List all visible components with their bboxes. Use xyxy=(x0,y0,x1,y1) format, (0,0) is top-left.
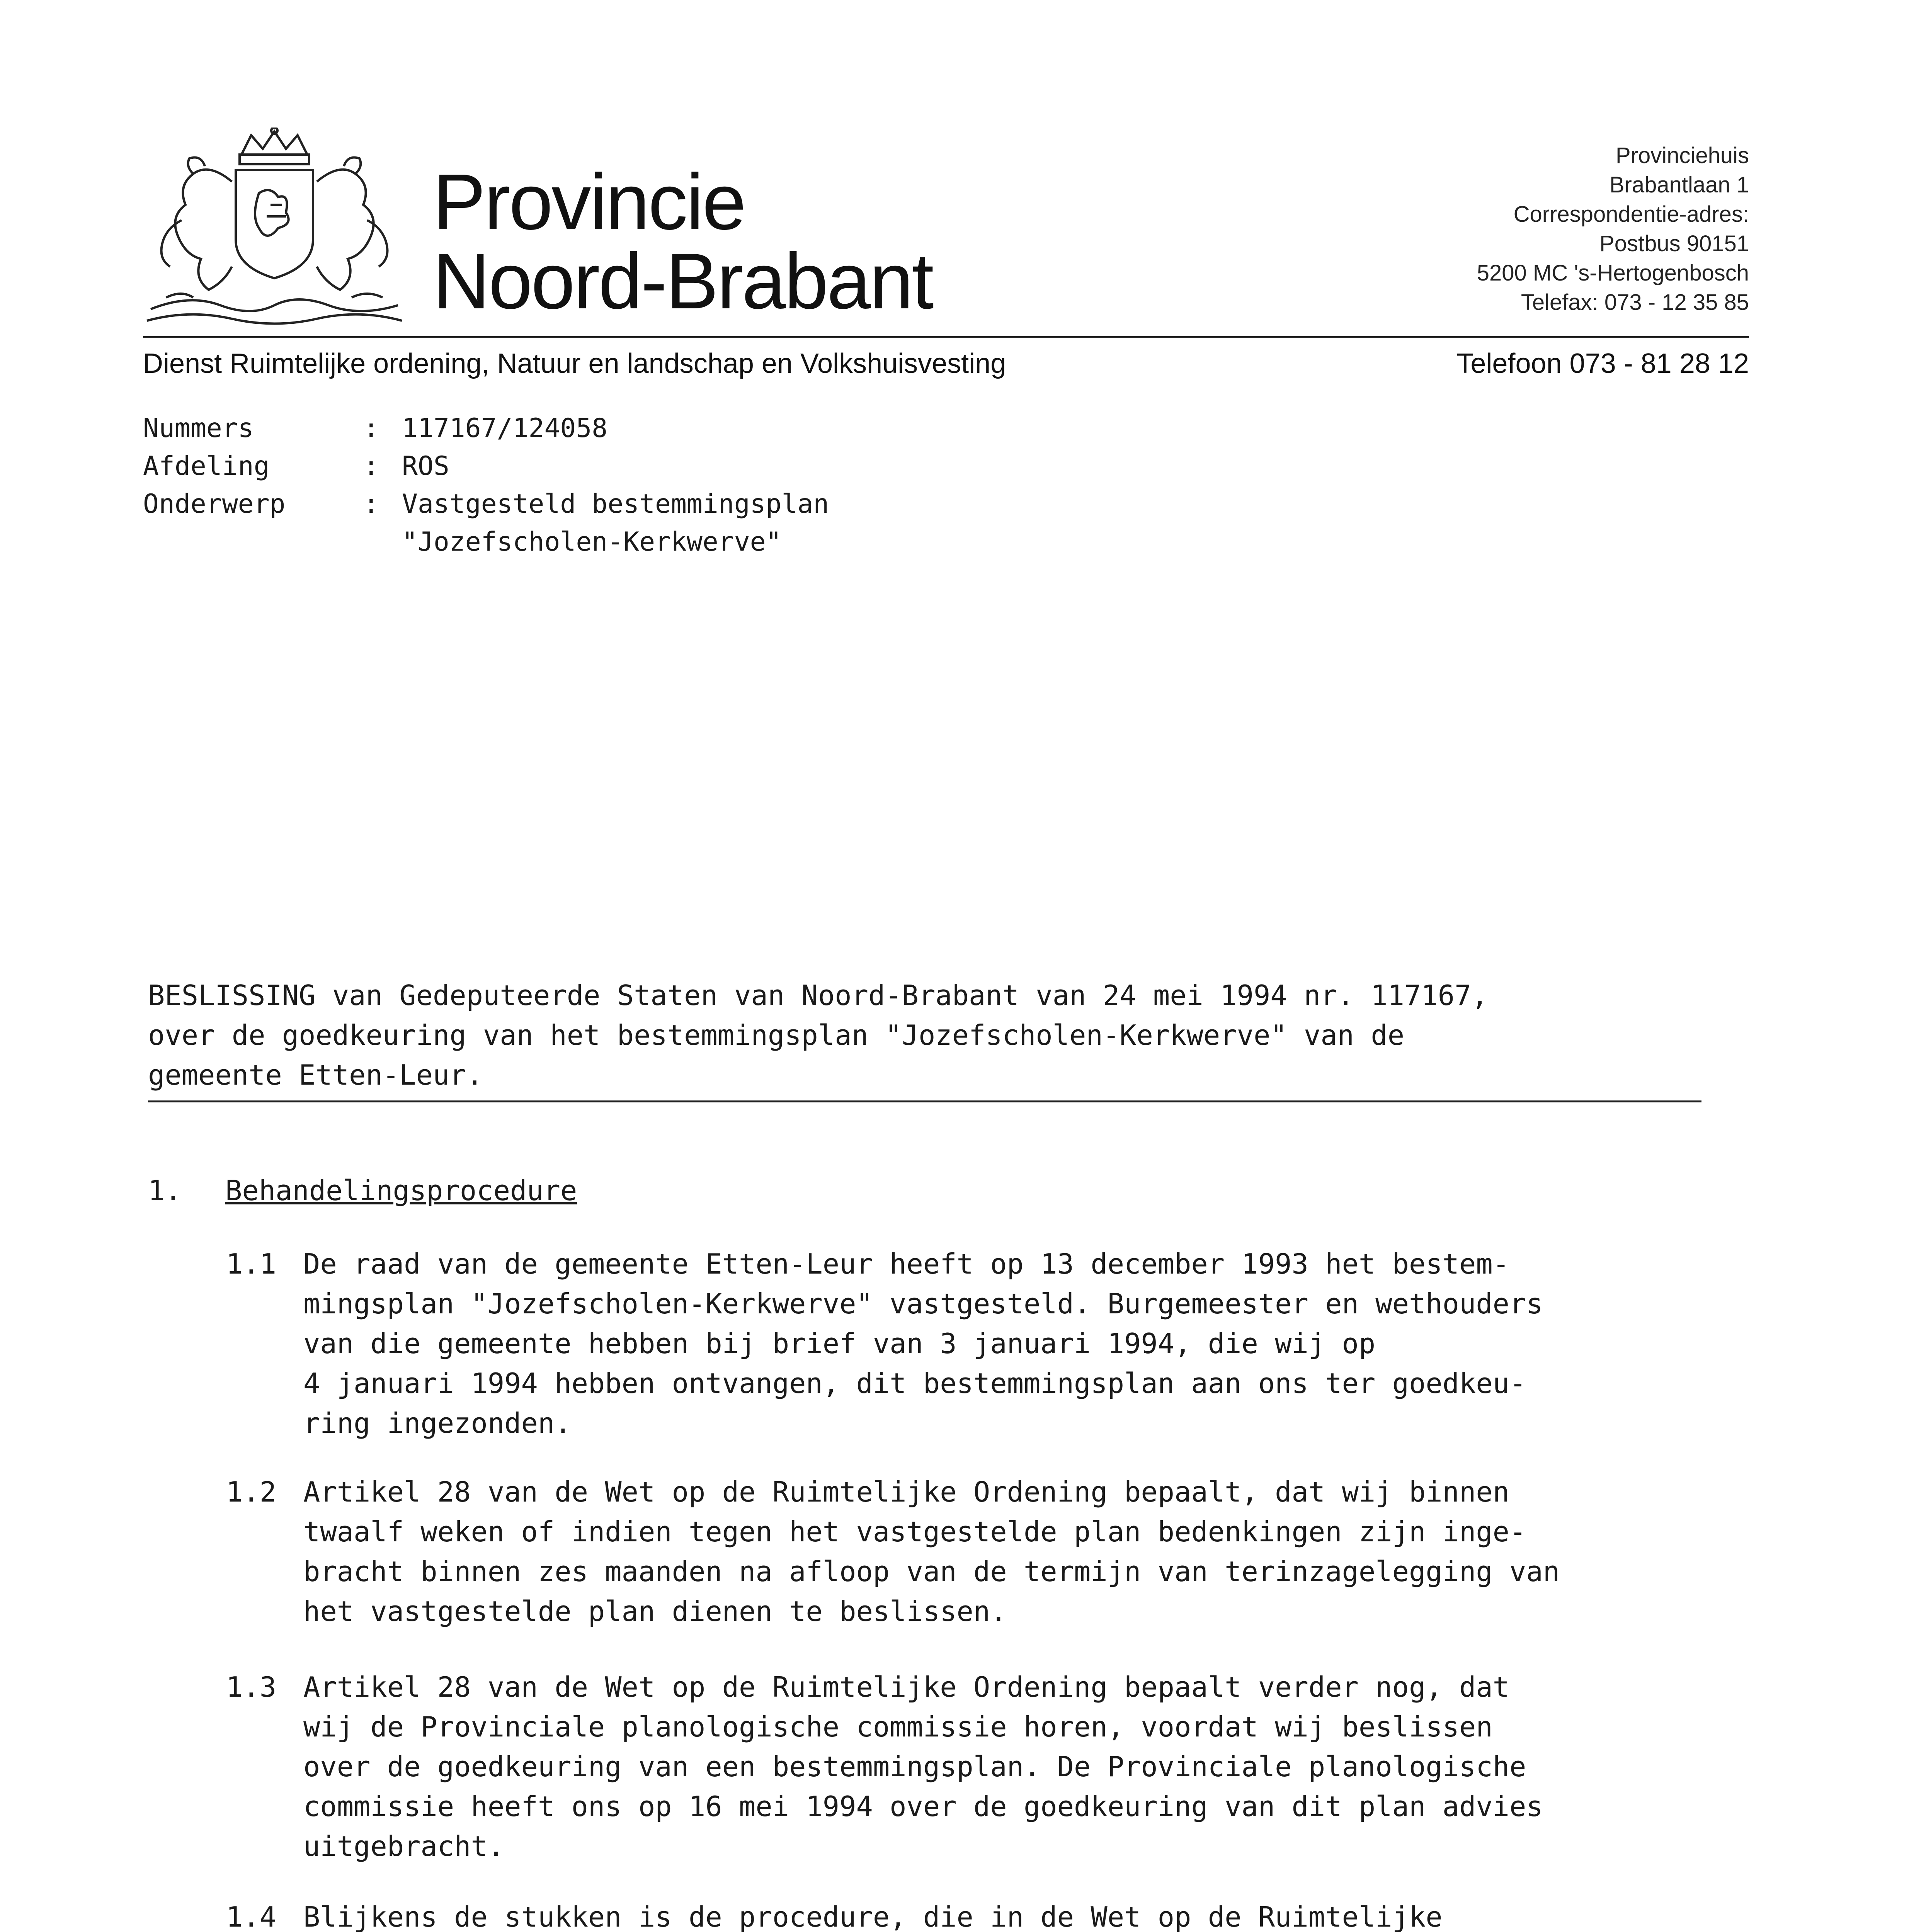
paragraph-text xyxy=(303,1472,1560,1631)
metadata-block xyxy=(143,410,829,561)
meta-label: Onderwerp xyxy=(143,489,286,519)
paragraph-line: van die gemeente hebben bij brief van 3 januari 1994, die wij op xyxy=(303,1327,1376,1360)
decision-line: over de goedkeuring van het bestemmingsplan "Jozefscholen-Kerkwerve" van de xyxy=(148,1019,1405,1051)
meta-value: Vastgesteld bestemmingsplan xyxy=(402,489,829,519)
paragraph-text xyxy=(303,1897,1526,1932)
department-name: Dienst Ruimtelijke ordening, Natuur en landschap en Volkshuisvesting xyxy=(143,348,1006,379)
paragraph-line: Artikel 28 van de Wet op de Ruimtelijke Ordening bepaalt, dat wij binnen xyxy=(303,1476,1510,1508)
telephone-number: Telefoon 073 - 81 28 12 xyxy=(1456,348,1749,379)
meta-label: Nummers xyxy=(143,413,254,444)
meta-colon-blank xyxy=(363,523,402,561)
decision-heading xyxy=(148,976,1713,1095)
paragraph-number: 1.1 xyxy=(226,1248,277,1280)
paragraph-line: 4 januari 1994 hebben ontvangen, dit bestemmingsplan aan ons ter goedkeu- xyxy=(303,1367,1526,1400)
paragraph-line: over de goedkeuring van een bestemmingsplan. De Provinciale planologische xyxy=(303,1750,1526,1783)
paragraph-line: wij de Provinciale planologische commissie horen, voordat wij beslissen xyxy=(303,1711,1493,1743)
title-line-1: Provincie xyxy=(433,158,745,246)
paragraph-text xyxy=(303,1244,1543,1443)
paragraph-line: mingsplan "Jozefscholen-Kerkwerve" vastgesteld. Burgemeester en wethouders xyxy=(303,1287,1543,1320)
address-line: Telefax: 073 - 12 35 85 xyxy=(1521,290,1749,315)
meta-row-afdeling xyxy=(143,447,829,485)
paragraph-line: ring ingezonden. xyxy=(303,1407,572,1439)
decision-line: BESLISSING van Gedeputeerde Staten van Noord-Brabant van 24 mei 1994 nr. 117167, xyxy=(148,979,1488,1012)
meta-value: ROS xyxy=(402,451,449,481)
paragraph-line: bracht binnen zes maanden na afloop van de termijn van terinzagelegging van xyxy=(303,1555,1560,1588)
meta-label: Afdeling xyxy=(143,451,270,481)
section-title: Behandelingsprocedure xyxy=(225,1174,577,1207)
paragraph-line: uitgebracht. xyxy=(303,1830,505,1862)
paragraph-line: commissie heeft ons op 16 mei 1994 over de goedkeuring van dit plan advies xyxy=(303,1790,1543,1823)
paragraph-number: 1.2 xyxy=(226,1476,277,1508)
paragraph-line: Blijkens de stukken is de procedure, die in de Wet op de Ruimtelijke xyxy=(303,1901,1443,1932)
address-line: Brabantlaan 1 xyxy=(1609,172,1749,197)
province-title xyxy=(433,158,932,325)
meta-row-nummers xyxy=(143,410,829,447)
paragraph-number: 1.4 xyxy=(226,1901,277,1932)
paragraph-line: twaalf weken of indien tegen het vastgestelde plan bedenkingen zijn inge- xyxy=(303,1515,1526,1548)
section-number: 1. xyxy=(148,1174,182,1207)
meta-row-onderwerp xyxy=(143,485,829,523)
meta-label xyxy=(143,523,363,561)
address-block xyxy=(1477,141,1749,317)
meta-colon: : xyxy=(363,489,379,519)
decision-line: gemeente Etten-Leur. xyxy=(148,1059,483,1091)
address-line: Postbus 90151 xyxy=(1599,231,1749,256)
meta-colon: : xyxy=(363,451,379,481)
meta-value: "Jozefscholen-Kerkwerve" xyxy=(402,527,782,557)
title-line-2: Noord-Brabant xyxy=(433,237,932,325)
body-divider xyxy=(148,1100,1701,1102)
paragraph-text xyxy=(303,1667,1543,1866)
paragraph-line: De raad van de gemeente Etten-Leur heeft op 13 december 1993 het bestem- xyxy=(303,1248,1510,1280)
coat-of-arms-logo xyxy=(143,128,406,332)
address-line: Correspondentie-adres: xyxy=(1513,202,1749,227)
paragraph-line: het vastgestelde plan dienen te beslissen. xyxy=(303,1595,1007,1628)
address-line: 5200 MC 's-Hertogenbosch xyxy=(1477,260,1749,286)
meta-row-onderwerp-cont xyxy=(143,523,829,561)
meta-value: 117167/124058 xyxy=(402,413,608,444)
header-divider xyxy=(143,336,1749,338)
meta-colon: : xyxy=(363,413,379,444)
address-line: Provinciehuis xyxy=(1616,143,1749,168)
paragraph-number: 1.3 xyxy=(226,1671,277,1703)
paragraph-line: Artikel 28 van de Wet op de Ruimtelijke Ordening bepaalt verder nog, dat xyxy=(303,1671,1510,1703)
